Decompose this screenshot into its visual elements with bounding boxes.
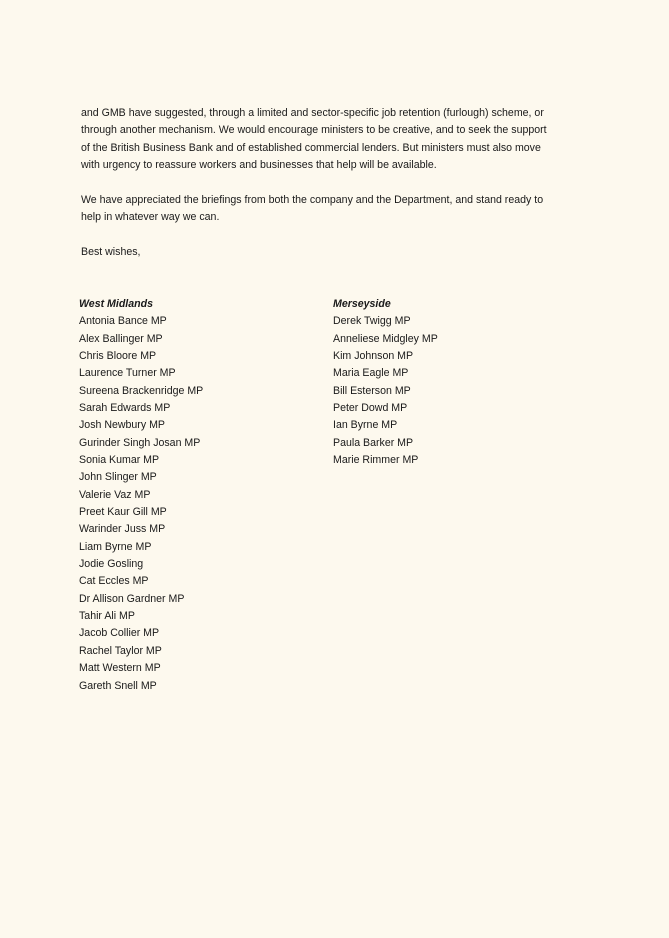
signatory-name: Dr Allison Gardner MP [79,592,185,605]
signatory-name: Warinder Juss MP [79,523,166,536]
signatory-name: Gareth Snell MP [79,679,157,692]
signatory-name: Antonia Bance MP [79,315,167,328]
signatory-name: Maria Eagle MP [333,367,409,380]
signatory-name: Paula Barker MP [333,436,414,449]
signatory-name: Marie Rimmer MP [333,454,419,467]
signatory-name: Sonia Kumar MP [79,454,160,467]
signatory-name: Sarah Edwards MP [79,402,171,415]
signatory-name: Chris Bloore MP [79,349,157,362]
signatory-list [333,313,573,469]
region-heading: Merseyside [333,298,391,310]
signatory-name: Gurinder Singh Josan MP [79,436,201,449]
region-heading: West Midlands [79,298,153,310]
signatory-name: Derek Twigg MP [333,315,411,328]
signatory-name: Valerie Vaz MP [79,488,151,501]
signatory-name: Tahir Ali MP [79,610,135,623]
signatory-name: Ian Byrne MP [333,419,398,432]
signatory-name: Josh Newbury MP [79,419,165,432]
signatory-name: Rachel Taylor MP [79,644,162,657]
signatory-name: Preet Kaur Gill MP [79,506,167,519]
signatory-name: Peter Dowd MP [333,402,408,415]
signatory-name: Jodie Gosling [79,558,144,571]
signatory-name: Laurence Turner MP [79,367,176,380]
signatory-name: Jacob Collier MP [79,627,160,640]
signatory-name: John Slinger MP [79,471,157,484]
signatory-name: Anneliese Midgley MP [333,332,438,345]
signatory-name: Kim Johnson MP [333,349,414,362]
signatory-name: Sureena Brackenridge MP [79,384,204,397]
signatory-name: Liam Byrne MP [79,540,152,553]
signatory-list [79,313,319,695]
signatory-name: Bill Esterson MP [333,384,411,397]
signatories-merseyside [333,296,573,469]
signatory-name: Matt Western MP [79,662,161,675]
signatory-name: Cat Eccles MP [79,575,149,588]
letter-paragraph: and GMB have suggested, through a limited and sector-specific job retention (furlough) scheme, or through another mechanism. We would encourage ministers to be creative, and to seek the support of the British Business Bank and of established commercial lenders. But ministers must also move with urgency to reassure workers and businesses that help will be available. [81,107,547,171]
signatories-west-midlands [79,296,319,695]
sign-off: Best wishes, [81,246,141,258]
letter-paragraph: We have appreciated the briefings from both the company and the Department, and stand ready to help in whatever way we can. [81,194,544,224]
signatory-name: Alex Ballinger MP [79,332,163,345]
